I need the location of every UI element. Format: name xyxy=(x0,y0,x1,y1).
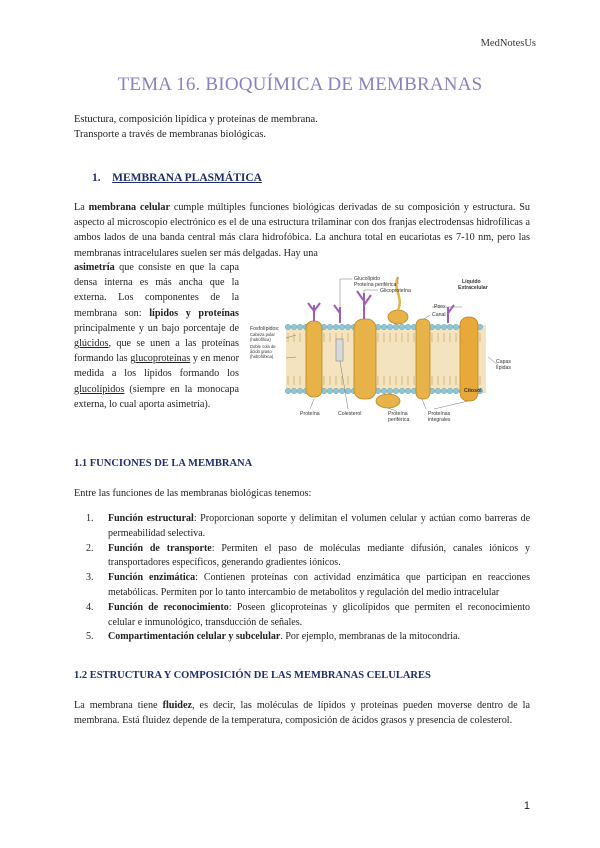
channel-protein xyxy=(416,319,430,399)
subsection-heading-1-1: 1.1 FUNCIONES DE LA MEMBRANA xyxy=(74,458,253,469)
list-number: 2. xyxy=(86,542,94,554)
phospholipid-head xyxy=(285,388,291,394)
phospholipid-head xyxy=(399,324,405,330)
subsection-heading-1-2: 1.2 ESTRUCTURA Y COMPOSICIÓN DE LAS MEMBRANAS CELULARES xyxy=(74,670,431,681)
phospholipid-head xyxy=(441,324,447,330)
phospholipid-head xyxy=(447,388,453,394)
label-cabeza-1: Cabeza polar xyxy=(250,332,275,337)
underlined-term: glúcidos xyxy=(74,338,109,350)
label-glucolipido: Glucolípido xyxy=(354,276,380,282)
intro-line-2: Transporte a través de membranas biológicas. xyxy=(74,129,267,140)
bold-term: Función de transporte xyxy=(108,542,212,554)
underlined-term: glucolípidos xyxy=(74,383,125,395)
glycan-chain xyxy=(357,291,371,319)
phospholipid-head xyxy=(435,324,441,330)
text-run: La xyxy=(74,202,89,213)
label-glicoproteina: Glicoproteína xyxy=(380,288,411,294)
phospholipid-head xyxy=(327,324,333,330)
paragraph-membrane-full xyxy=(74,200,530,261)
phospholipid-head xyxy=(453,324,459,330)
membrane-diagram xyxy=(248,267,530,427)
list-number: 3. xyxy=(86,572,94,584)
label-canal: Canal xyxy=(432,312,446,318)
phospholipid-head xyxy=(333,388,339,394)
phospholipid-head xyxy=(339,388,345,394)
label-doble-2: ácido graso xyxy=(250,349,272,354)
phospholipid-head xyxy=(381,388,387,394)
list-text xyxy=(108,630,530,645)
bold-term: Función enzimática xyxy=(108,572,196,584)
page-title: TEMA 16. BIOQUÍMICA DE MEMBRANAS xyxy=(117,74,483,95)
phospholipid-head xyxy=(387,324,393,330)
label-doble-3: (hidrofóbica) xyxy=(250,354,274,359)
bold-term: Compartimentación celular y subcelular xyxy=(108,631,281,643)
label-fosfolipidos: Fosfolípidos: xyxy=(250,326,280,332)
label-extracelular: Extracelular xyxy=(458,285,488,291)
label-proteina-periferica-top: Proteína periférica xyxy=(354,282,397,288)
phospholipid-head xyxy=(339,324,345,330)
functions-list xyxy=(86,512,530,645)
text-run: (siempre en la monocapa externa, lo cual aporta asimetría). xyxy=(74,383,239,410)
section-number: 1. xyxy=(92,172,101,184)
label-poro: Poro xyxy=(434,304,445,310)
text-run: principalmente y un bajo porcentaje de xyxy=(74,322,239,334)
label-proteina: Proteína xyxy=(300,411,320,417)
list-number: 5. xyxy=(86,631,94,643)
glycan-chain xyxy=(334,305,340,323)
list-item xyxy=(86,601,530,631)
bold-term: lípidos y proteínas xyxy=(149,307,239,319)
phospholipid-head xyxy=(405,388,411,394)
list-item xyxy=(86,630,530,645)
underlined-term: glucoproteínas xyxy=(130,353,191,365)
phospholipid-head xyxy=(453,388,459,394)
text-run: La membrana tiene xyxy=(74,700,163,711)
text-run: : Permiten el paso de moléculas mediante difusión, canales iónicos y transportadores específicos, generando gradientes iónicos. xyxy=(108,542,531,569)
text-run: , que se unen a las proteínas formando las xyxy=(74,338,239,365)
intro-line-1: Estuctura, composición lipídica y proteínas de membrana. xyxy=(74,114,318,125)
page-number: 1 xyxy=(523,800,530,812)
phospholipid-head xyxy=(381,324,387,330)
functions-intro: Entre las funciones de las membranas biológicas tenemos: xyxy=(74,488,312,499)
label-capas-1: Capas xyxy=(496,359,511,365)
phospholipid-head xyxy=(447,324,453,330)
label-citosol: Citosol xyxy=(464,388,482,394)
phospholipid-head xyxy=(285,324,291,330)
label-doble-1: Doble cola de xyxy=(250,344,276,349)
cholesterol xyxy=(336,339,343,361)
list-text xyxy=(108,601,530,631)
text-run: : Poseen glicoproteínas y glicolípidos que permiten el reconocimiento celular e inmunológico, transducción de señales. xyxy=(108,601,530,628)
phospholipid-head xyxy=(297,324,303,330)
glycan-chain xyxy=(308,303,320,321)
phospholipid-head xyxy=(393,388,399,394)
list-item xyxy=(86,512,530,542)
phospholipid-head xyxy=(399,388,405,394)
label-periferica-1: Proteína xyxy=(388,411,408,417)
label-capas-2: lípidas xyxy=(496,365,511,371)
text-run: : Contienen proteínas con actividad enzimática que participan en reacciones metabólicas. Permiten por lo tanto intercambio de metabolitos y regulación del medio intracelular xyxy=(108,572,531,598)
paragraph-membrane-column xyxy=(74,260,239,412)
brand-header: MedNotesUs xyxy=(480,38,536,49)
bold-term: Función de reconocimiento xyxy=(108,601,229,613)
label-integrales-1: Proteínas xyxy=(428,411,451,417)
list-item xyxy=(86,542,530,572)
label-periferica-2: periférica xyxy=(388,417,410,423)
phospholipid-head xyxy=(291,388,297,394)
paragraph-fluidity xyxy=(74,698,530,728)
list-text xyxy=(108,512,530,542)
bold-term: fluidez xyxy=(162,700,192,711)
phospholipid-head xyxy=(327,388,333,394)
phospholipid-head xyxy=(393,324,399,330)
phospholipid-head xyxy=(291,324,297,330)
bold-term: Función estructural xyxy=(108,513,194,524)
glycan-chain xyxy=(448,305,454,323)
intro-block xyxy=(74,112,318,142)
list-text xyxy=(108,571,530,601)
text-run: que consiste en que la capa densa interna es más ancha que la externa. Los componentes de la membrana son: xyxy=(74,262,239,319)
integral-protein xyxy=(354,319,376,399)
peripheral-protein-inner xyxy=(376,394,400,408)
text-run: . Por ejemplo, membranas de la mitocondria. xyxy=(280,631,460,643)
phospholipid-head xyxy=(405,324,411,330)
list-item xyxy=(86,571,530,601)
bold-term: asimetría xyxy=(74,262,115,273)
label-liquido: Líquido xyxy=(462,279,481,285)
section-title: MEMBRANA PLASMÁTICA xyxy=(112,172,262,184)
phospholipid-head xyxy=(387,388,393,394)
label-cabeza-2: (hidrofílica) xyxy=(250,337,271,342)
label-integrales-2: integrales xyxy=(428,417,451,423)
list-number: 1. xyxy=(86,513,94,524)
text-run: : Proporcionan soporte y delimitan el volumen celular y actúan como barreras de permeabilidad selectiva. xyxy=(108,513,531,539)
phospholipid-head xyxy=(333,324,339,330)
phospholipid-head xyxy=(297,388,303,394)
phospholipid-head xyxy=(441,388,447,394)
bold-term: membrana celular xyxy=(88,202,170,213)
phospholipid-head xyxy=(435,388,441,394)
peripheral-protein xyxy=(388,310,408,324)
phospholipid-head xyxy=(345,388,351,394)
integral-protein xyxy=(306,321,322,397)
text-run: cumple múltiples funciones biológicas derivadas de su composición y estructura. Su aspecto al microscopio electrónico es el de una estructura trilaminar con dos franjas electrodensas hidrofílicas a ambos lados de una banda central más clara hidrofóbica. La anchura total en eucariotas es 7-10 nm, pero las membranas intracelulares suelen ser más delgadas. Hay una xyxy=(74,202,530,259)
section-heading-1 xyxy=(92,172,262,184)
list-text xyxy=(108,542,530,572)
phospholipid-head xyxy=(345,324,351,330)
text-run: y en menor medida a los lípidos formando los xyxy=(74,353,239,380)
text-run: , es decir, las moléculas de lípidos y proteínas pueden moverse dentro de la membrana. Está fluidez depende de la temperatura, composición de ácidos grasos y presencia de colesterol. xyxy=(74,700,530,727)
list-number: 4. xyxy=(86,601,94,613)
label-colesterol: Colesterol xyxy=(338,411,362,417)
